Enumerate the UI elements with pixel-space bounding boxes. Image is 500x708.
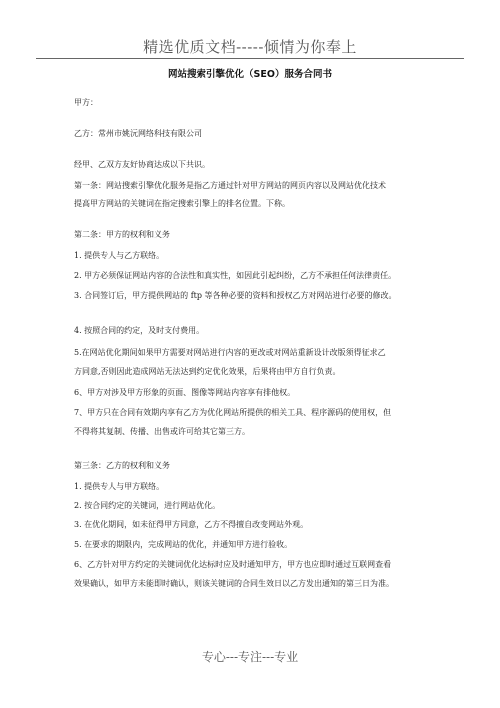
article1-line2: 提高甲方网站的关键词在指定搜索引擎上的排名位置。下称。: [74, 199, 290, 208]
article1-line1: 第一条：网站搜索引擎优化服务是指乙方通过针对甲方网站的网页内容以及网站优化技术: [74, 181, 386, 190]
article2-item: 3. 合同签订后，甲方提供网站的 ftp 等各种必要的资料和授权乙方对网站进行必要的修改。: [74, 291, 397, 300]
article3-item: 6、乙方针对甲方约定的关键词优化达标时应及时通知甲方，甲方也应即时通过互联网查看: [74, 560, 392, 569]
document-title: 网站搜索引擎优化（SEO）服务合同书: [168, 69, 332, 80]
party-b-line: 乙方：常州市姚沅网络科技有限公司: [74, 129, 202, 138]
article3-item: 效果确认，如甲方未能即时确认，则该关键词的合同生效日以乙方发出通知的第三日为准。: [74, 579, 394, 588]
article3-item: 2. 按合同约定的关键词，进行网站优化。: [74, 501, 221, 510]
article3-item: 5. 在要求的期限内，完成网站的优化，并通知甲方进行验收。: [74, 540, 293, 549]
article2-item: 2. 甲方必须保证网站内容的合法性和真实性，如因此引起纠纷，乙方不承担任何法律责任。: [74, 271, 397, 280]
page-footer: 专心---专注---专业: [201, 650, 299, 664]
article2-heading: 第二条：甲方的权利和义务: [74, 230, 170, 239]
page-header: 精选优质文档-----倾情为你奉上: [143, 38, 357, 56]
article2-item: 方同意,否则因此造成网站无法达到约定优化效果，后果将由甲方自行负责。: [74, 367, 341, 376]
header-divider: [36, 58, 464, 59]
article2-item: 7、甲方只在合同有效期内享有乙方为优化网站所提供的相关工具、程序源码的使用权，但: [74, 408, 392, 417]
article3-item: 1. 提供专人与甲方联络。: [74, 482, 165, 491]
article2-item: 1. 提供专人与乙方联络。: [74, 251, 165, 260]
party-a-line: 甲方：: [74, 98, 98, 107]
article3-item: 3. 在优化期间，如未征得甲方同意，乙方不得擅自改变网站外观。: [74, 520, 309, 529]
article2-item: 不得将其复制、传播、出售或许可给其它第三方。: [74, 427, 250, 436]
article2-item: 4. 按照合同的约定，及时支付费用。: [74, 326, 205, 335]
article3-heading: 第三条：乙方的权利和义务: [74, 461, 170, 470]
intro-line: 经甲、乙双方友好协商达成以下共识。: [74, 160, 210, 169]
article2-item: 5.在网站优化期间如果甲方需要对网站进行内容的更改或对网站重新设计改版须得征求乙: [74, 348, 386, 357]
article2-item: 6、甲方对涉及甲方形象的页面、图像等网站内容享有排他权。: [74, 388, 296, 397]
